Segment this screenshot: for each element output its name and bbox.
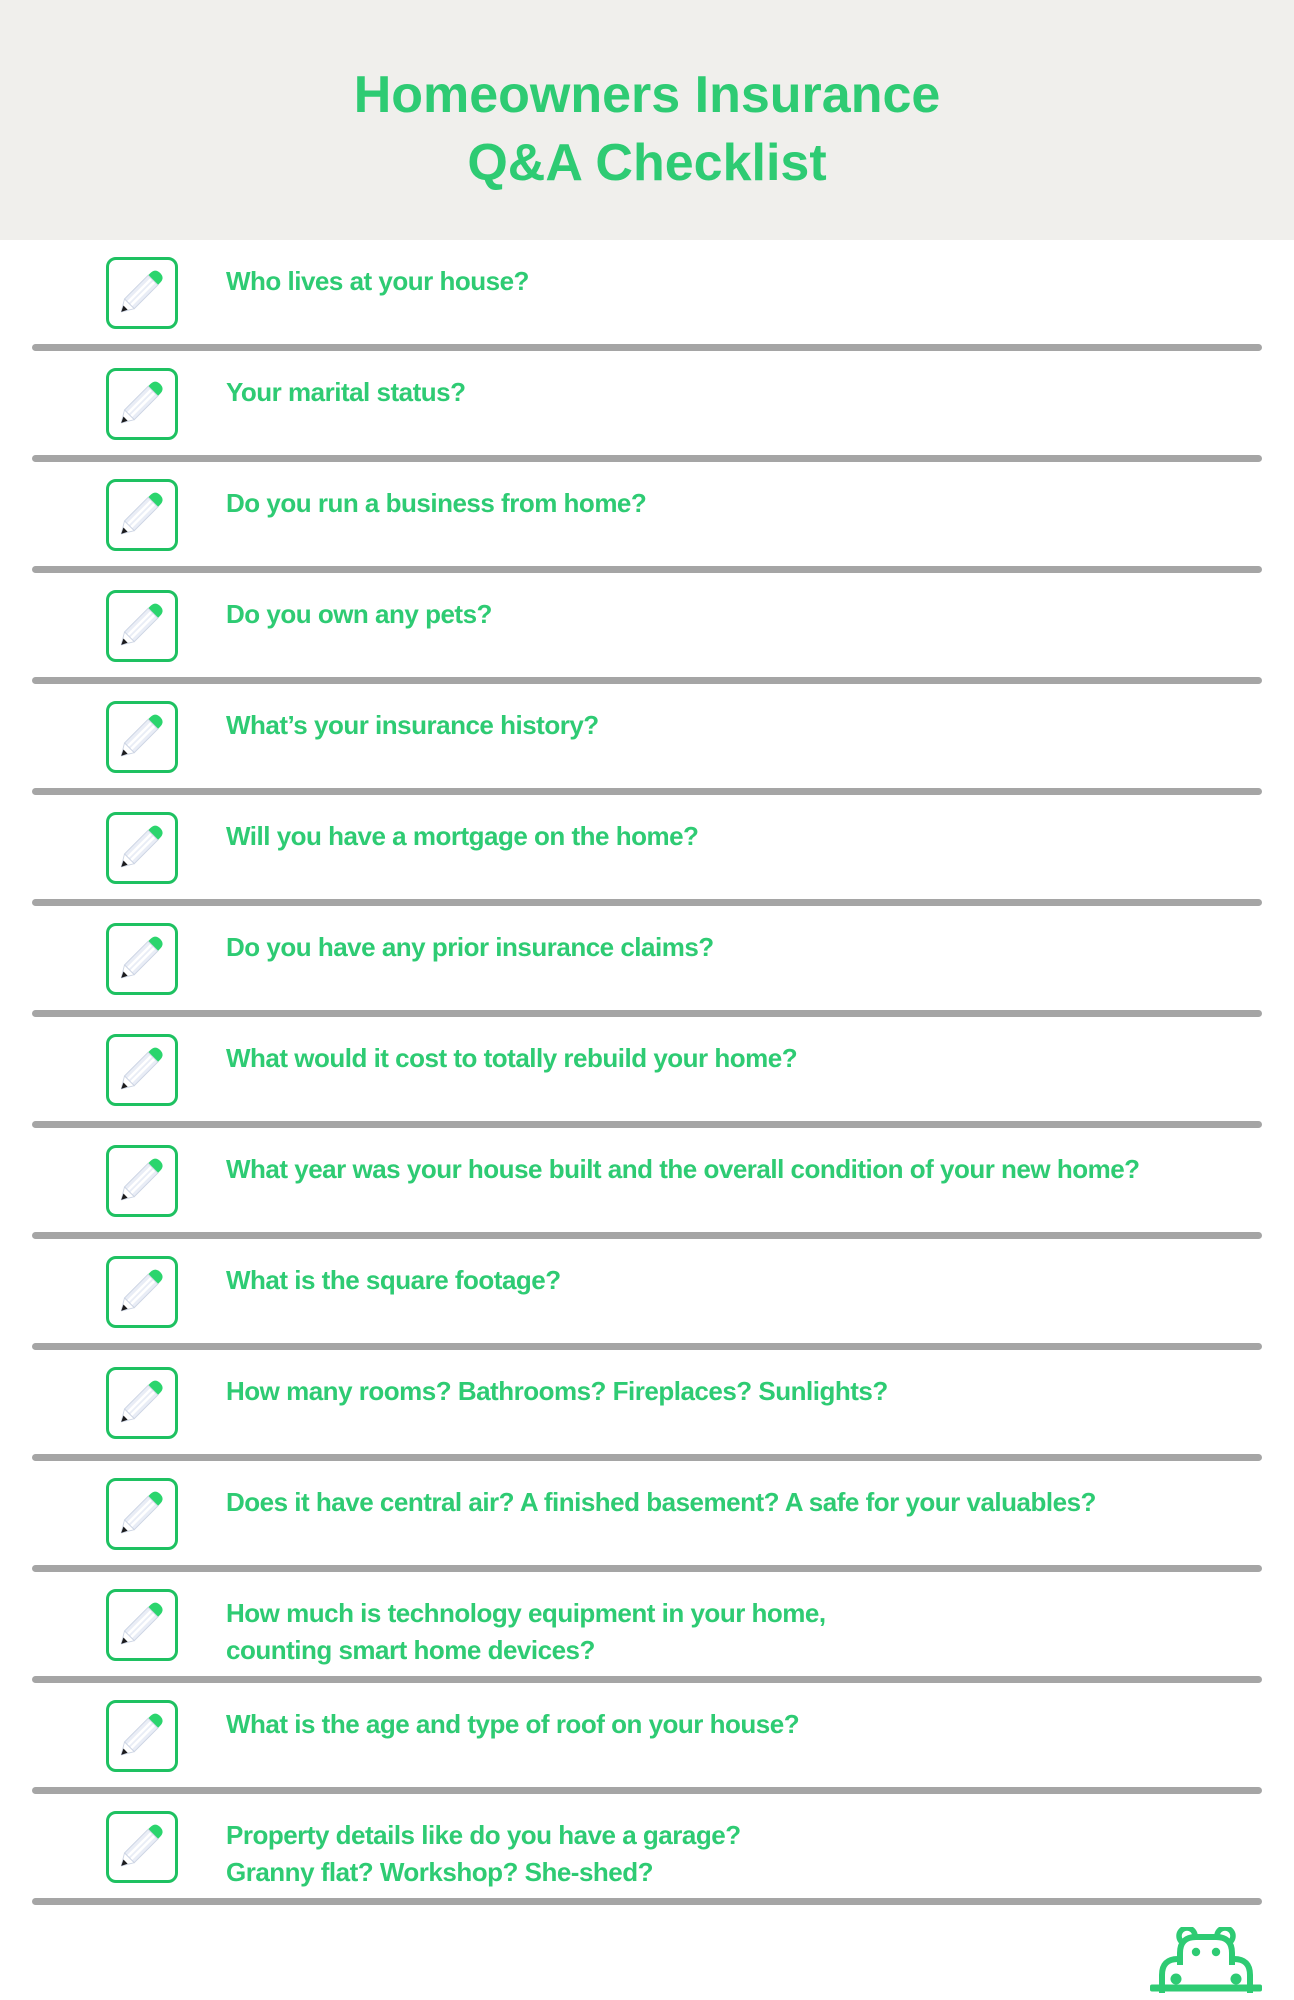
question-text — [226, 923, 714, 966]
question-text — [226, 479, 646, 522]
pencil-icon-box — [106, 1811, 178, 1883]
question-line-1: What year was your house built and the overall condition of your new home? — [226, 1154, 1140, 1184]
divider — [32, 1454, 1262, 1461]
pencil-icon — [109, 1259, 175, 1325]
title-line-2: Q&A Checklist — [467, 134, 827, 192]
title-line-1: Homeowners Insurance — [353, 66, 941, 124]
question-line-1: Do you own any pets? — [226, 599, 492, 629]
footer — [0, 1927, 1294, 1993]
checklist-item — [0, 684, 1294, 773]
divider — [32, 788, 1262, 795]
divider — [32, 1010, 1262, 1017]
pencil-icon-box — [106, 923, 178, 995]
question-text — [226, 812, 698, 855]
question-text — [226, 1589, 826, 1669]
question-text — [226, 1145, 1140, 1188]
checklist-item — [0, 1683, 1294, 1772]
divider — [32, 1121, 1262, 1128]
pencil-icon-box — [106, 812, 178, 884]
divider — [32, 1898, 1262, 1905]
checklist-item — [0, 462, 1294, 551]
question-line-1: Your marital status? — [226, 377, 466, 407]
pencil-icon-box — [106, 1367, 178, 1439]
checklist-item — [0, 1461, 1294, 1550]
question-text — [226, 1811, 741, 1891]
divider — [32, 566, 1262, 573]
pencil-icon — [109, 371, 175, 437]
divider — [32, 1565, 1262, 1572]
checklist-item — [0, 1794, 1294, 1887]
pencil-icon-box — [106, 1145, 178, 1217]
question-line-1: How much is technology equipment in your home, — [226, 1598, 826, 1628]
pencil-icon — [109, 1814, 175, 1880]
checklist-item — [0, 1572, 1294, 1665]
question-line-2: counting smart home devices? — [226, 1635, 595, 1665]
checklist — [0, 240, 1294, 1905]
checklist-item — [0, 573, 1294, 662]
question-line-1: Will you have a mortgage on the home? — [226, 821, 699, 851]
pencil-icon — [109, 1370, 175, 1436]
question-line-1: What is the square footage? — [226, 1265, 561, 1295]
divider — [32, 1676, 1262, 1683]
question-text — [226, 368, 465, 411]
question-text — [226, 1478, 1096, 1521]
question-text — [226, 1034, 797, 1077]
pencil-icon — [109, 482, 175, 548]
divider — [32, 344, 1262, 351]
pencil-icon — [109, 1592, 175, 1658]
pencil-icon — [109, 593, 175, 659]
divider — [32, 899, 1262, 906]
question-text — [226, 1367, 888, 1410]
pencil-icon — [109, 704, 175, 770]
pencil-icon — [109, 260, 175, 326]
question-line-1: Does it have central air? A finished basement? A safe for your valuables? — [226, 1487, 1096, 1517]
header-banner — [0, 0, 1294, 240]
question-line-1: Do you have any prior insurance claims? — [226, 932, 714, 962]
question-text — [226, 701, 599, 744]
pencil-icon-box — [106, 590, 178, 662]
pencil-icon-box — [106, 1034, 178, 1106]
checklist-item — [0, 240, 1294, 329]
pencil-icon — [109, 1037, 175, 1103]
question-text — [226, 1256, 561, 1299]
checklist-item — [0, 906, 1294, 995]
checklist-item — [0, 1239, 1294, 1328]
checklist-item — [0, 1128, 1294, 1217]
question-line-1: What would it cost to totally rebuild your home? — [226, 1043, 798, 1073]
divider — [32, 1232, 1262, 1239]
pencil-icon-box — [106, 1589, 178, 1661]
question-text — [226, 257, 529, 300]
question-line-1: Who lives at your house? — [226, 266, 529, 296]
question-text — [226, 1700, 799, 1743]
page-title — [354, 61, 941, 197]
checklist-item — [0, 795, 1294, 884]
pencil-icon — [109, 1481, 175, 1547]
checklist-item — [0, 1350, 1294, 1439]
checklist-item — [0, 351, 1294, 440]
pencil-icon — [109, 815, 175, 881]
pencil-icon-box — [106, 701, 178, 773]
pencil-icon — [109, 1703, 175, 1769]
question-line-1: What’s your insurance history? — [226, 710, 599, 740]
question-line-2: Granny flat? Workshop? She-shed? — [226, 1857, 654, 1887]
hippo-mascot-icon — [1150, 1927, 1262, 1993]
pencil-icon-box — [106, 1700, 178, 1772]
pencil-icon-box — [106, 1256, 178, 1328]
question-line-1: How many rooms? Bathrooms? Fireplaces? Sunlights? — [226, 1376, 888, 1406]
pencil-icon-box — [106, 368, 178, 440]
question-line-1: Property details like do you have a garage? — [226, 1820, 741, 1850]
pencil-icon — [109, 926, 175, 992]
divider — [32, 1787, 1262, 1794]
divider — [32, 677, 1262, 684]
pencil-icon-box — [106, 479, 178, 551]
question-line-1: What is the age and type of roof on your house? — [226, 1709, 800, 1739]
pencil-icon-box — [106, 257, 178, 329]
divider — [32, 1343, 1262, 1350]
checklist-item — [0, 1017, 1294, 1106]
question-line-1: Do you run a business from home? — [226, 488, 647, 518]
divider — [32, 455, 1262, 462]
question-text — [226, 590, 492, 633]
pencil-icon-box — [106, 1478, 178, 1550]
pencil-icon — [109, 1148, 175, 1214]
